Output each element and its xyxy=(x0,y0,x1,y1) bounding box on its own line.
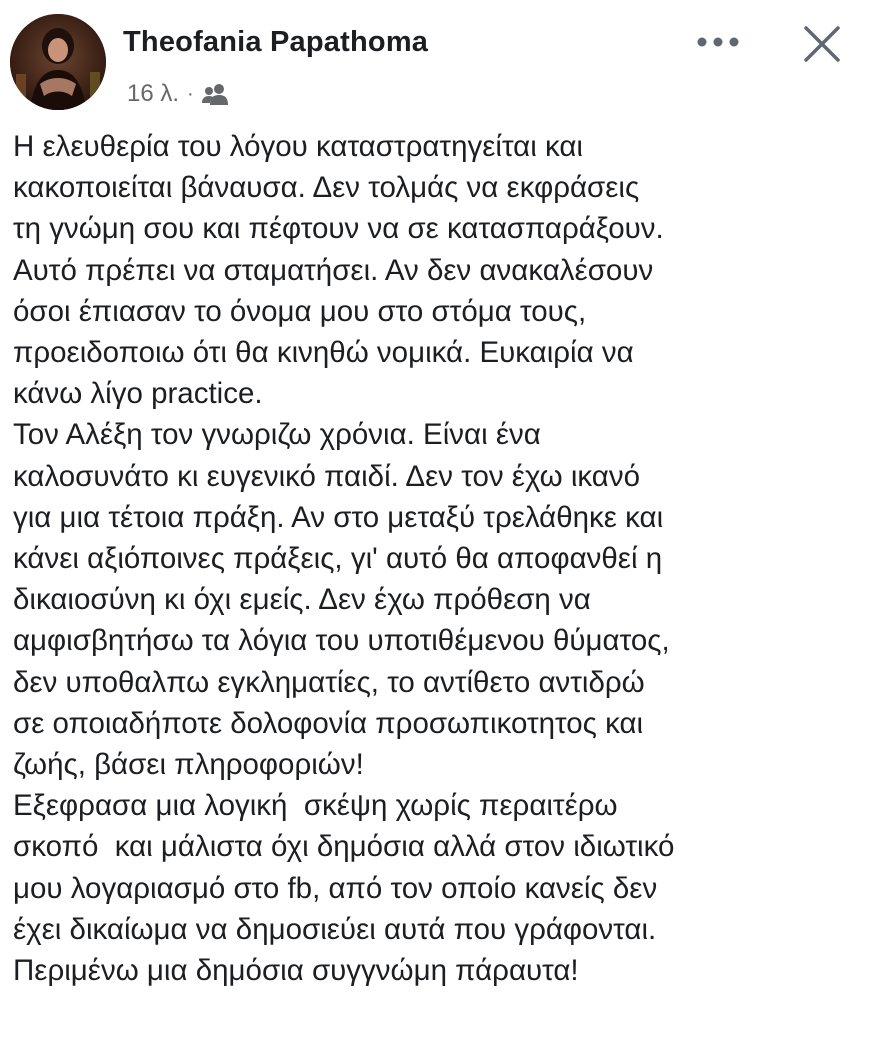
post-text-line: Αυτό πρέπει να σταματήσει. Αν δεν ανακαλέσουν xyxy=(13,253,654,287)
post-text-line: κάνει αξιόποινες πράξεις, γι' αυτό θα αποφανθεί η xyxy=(13,542,663,576)
post-text-line: ζωής, βάσει πληροφοριών! xyxy=(13,748,364,782)
post-text-line: όσοι έπιασαν το όνομα μου στο στόμα τους, xyxy=(13,294,587,328)
post-text-line: για μια τέτοια πράξη. Αν στο μεταξύ τρελάθηκε και xyxy=(13,500,664,534)
post-text-line: έχει δικαίωμα να δημοσιεύει αυτά που γράφονται. xyxy=(13,912,657,946)
more-options-button[interactable] xyxy=(690,24,746,60)
post-text-line: μου λογαριασμό στο fb, από τον οποίο κανείς δεν xyxy=(13,871,658,905)
post-text-line: Τον Αλέξη τον γνωριζω χρόνια. Είναι ένα xyxy=(13,418,541,452)
post-text-line: προειδοποιω ότι θα κινηθώ νομικά. Ευκαιρία να xyxy=(13,336,634,370)
post-text-line: δικαιοσύνη κι όχι εμείς. Δεν έχω πρόθεση να xyxy=(13,583,591,617)
close-icon xyxy=(802,24,842,64)
meta-separator: · xyxy=(187,82,194,105)
post-text-line: Η ελευθερία του λόγου καταστρατηγείται και xyxy=(13,130,583,163)
post-text-line: αμφισβητήσω τα λόγια του υποτιθέμενου θύματος, xyxy=(13,624,670,658)
post-text-line: κακοποιείται βάναυσα. Δεν τολμάς να εκφράσεις xyxy=(13,171,640,205)
post-timestamp[interactable]: 16 λ. xyxy=(127,80,180,107)
post-text-line: τη γνώμη σου και πέφτουν να σε κατασπαράξουν. xyxy=(13,212,664,246)
friends-icon[interactable] xyxy=(202,83,230,105)
author-name[interactable]: Theofania Papathoma xyxy=(123,26,429,58)
post-text-line: δεν υποθαλπω εγκληματίες, το αντίθετο αντιδρώ xyxy=(13,665,645,699)
post-text-line: σε οποιαδήποτε δολοφονία προσωπικοτητος και xyxy=(13,706,644,740)
post-text xyxy=(13,126,875,991)
close-button[interactable] xyxy=(796,18,848,70)
post-text-line: Εξεφρασα μια λογική σκέψη χωρίς περαιτέρω xyxy=(13,789,618,823)
post-text-line: σκοπό και μάλιστα όχι δημόσια αλλά στον ιδιωτικό xyxy=(13,830,675,864)
post-text-line: καλοσυνάτο κι ευγενικό παιδί. Δεν τον έχω ικανό xyxy=(13,459,641,493)
avatar[interactable] xyxy=(10,14,106,110)
post-text-line: κάνω λίγο practice. xyxy=(13,377,263,411)
more-horizontal-icon xyxy=(696,36,740,48)
post-meta xyxy=(127,80,230,108)
post-text-line: Περιμένω μια δημόσια συγγνώμη πάραυτα! xyxy=(13,954,579,988)
